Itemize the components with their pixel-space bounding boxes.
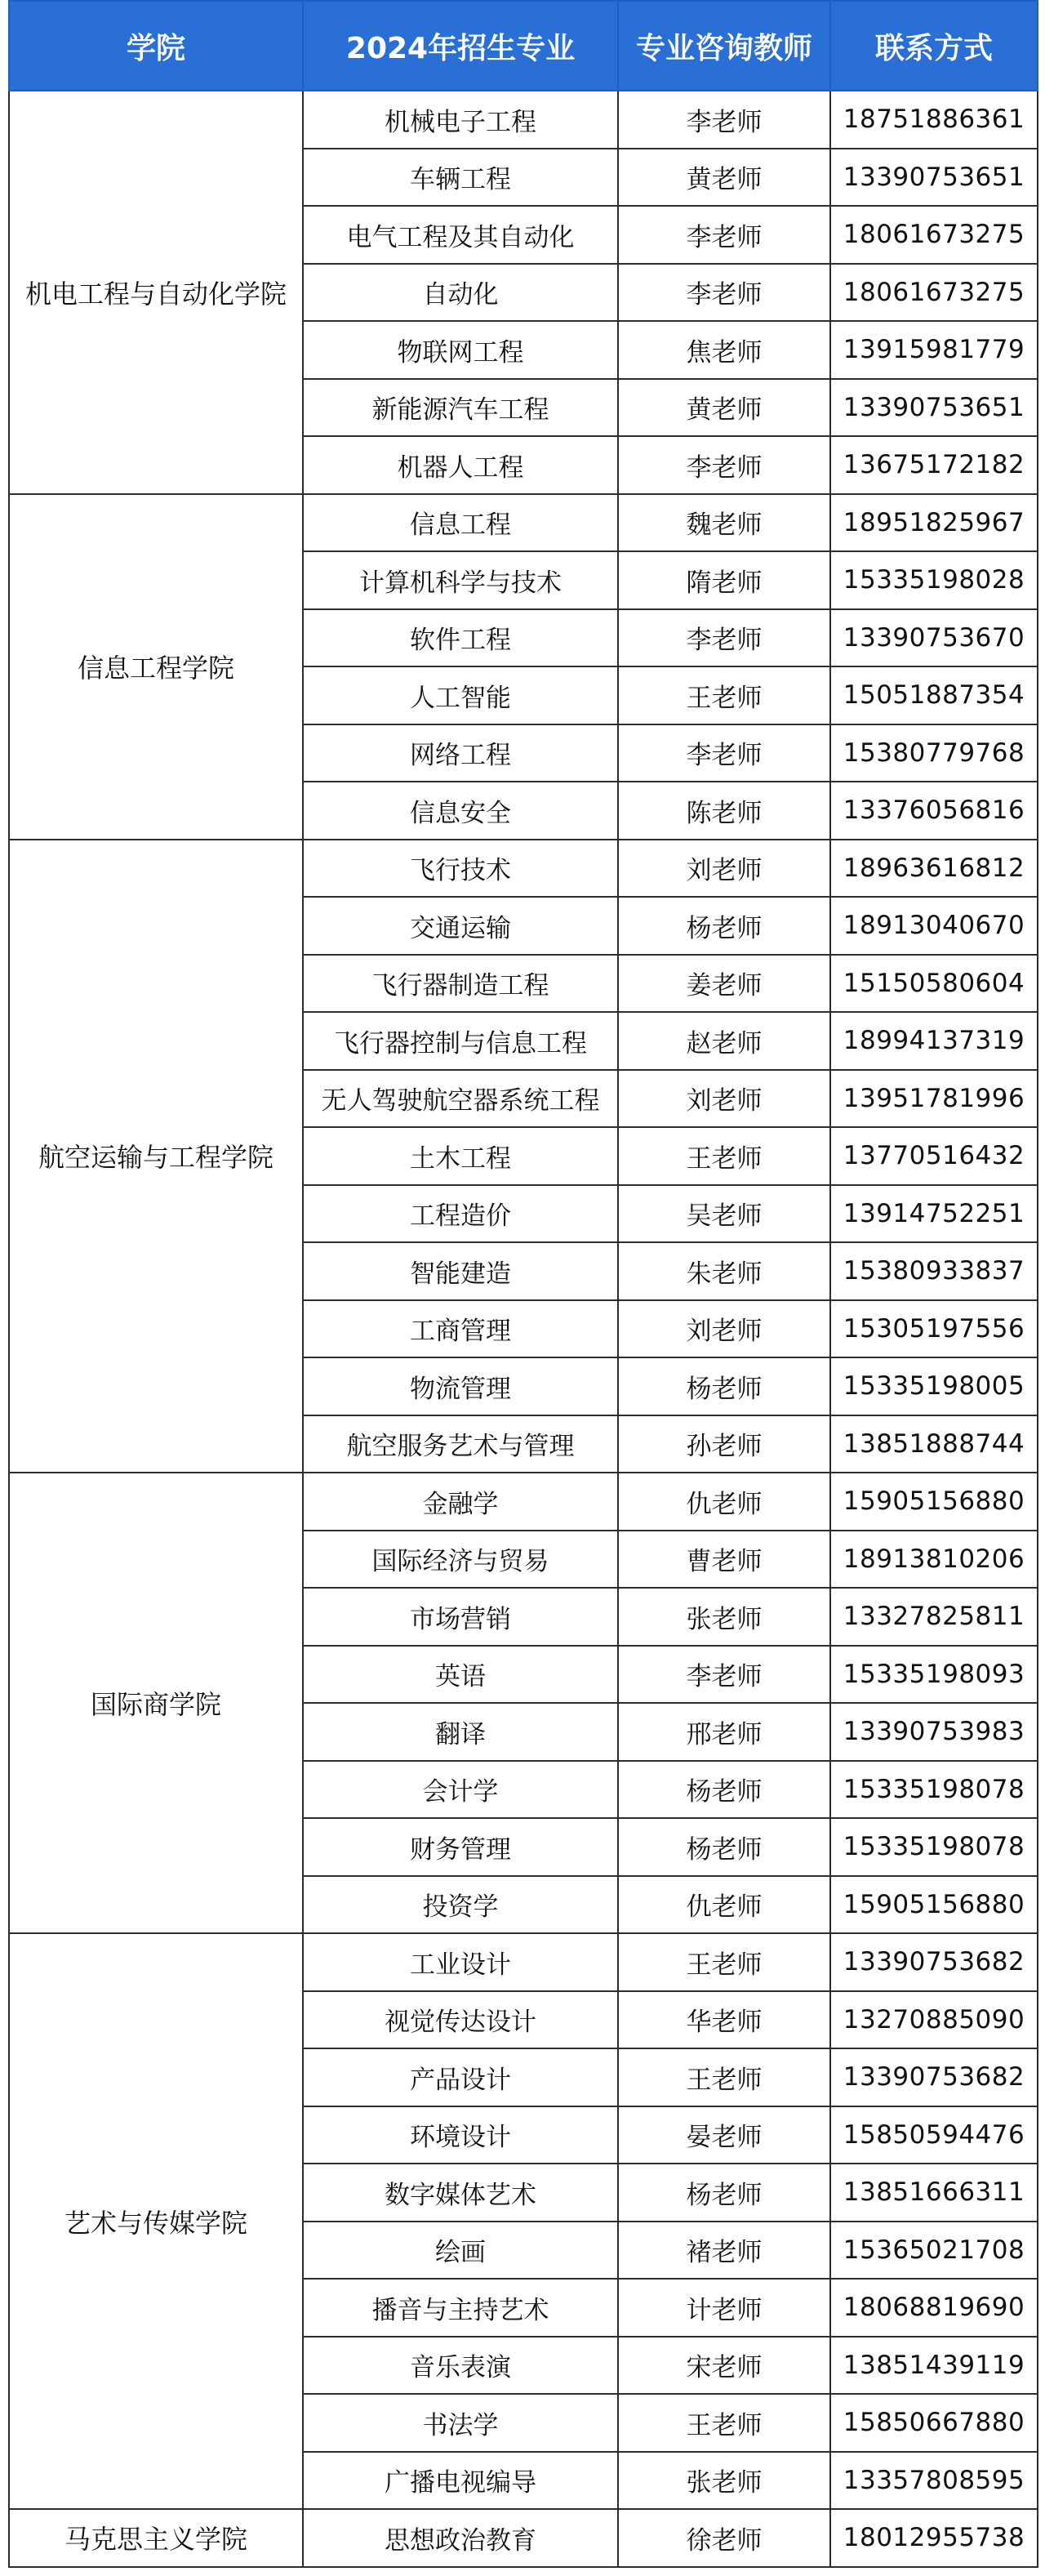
phone-cell: 13390753983 — [830, 1703, 1038, 1761]
teacher-cell: 王老师 — [618, 1933, 830, 1991]
teacher-cell: 计老师 — [618, 2279, 830, 2337]
phone-cell: 15150580604 — [830, 955, 1038, 1013]
teacher-cell: 杨老师 — [618, 1761, 830, 1819]
major-cell: 土木工程 — [303, 1127, 618, 1185]
teacher-cell: 仇老师 — [618, 1876, 830, 1934]
phone-cell: 13270885090 — [830, 1991, 1038, 2049]
teacher-cell: 杨老师 — [618, 1357, 830, 1415]
teacher-cell: 赵老师 — [618, 1012, 830, 1070]
phone-cell: 18951825967 — [830, 494, 1038, 552]
college-name-cell: 艺术与传媒学院 — [9, 1933, 303, 2509]
teacher-cell: 邢老师 — [618, 1703, 830, 1761]
table-row — [9, 1473, 1038, 1531]
table-row — [9, 1933, 1038, 1991]
table-row — [9, 494, 1038, 552]
phone-cell: 13390753651 — [830, 379, 1038, 437]
teacher-cell: 杨老师 — [618, 1818, 830, 1876]
major-cell: 物流管理 — [303, 1357, 618, 1415]
header-contact: 联系方式 — [830, 1, 1038, 91]
phone-cell: 15850594476 — [830, 2106, 1038, 2164]
major-cell: 财务管理 — [303, 1818, 618, 1876]
major-cell: 自动化 — [303, 264, 618, 322]
major-cell: 交通运输 — [303, 897, 618, 955]
college-name-cell: 机电工程与自动化学院 — [9, 91, 303, 494]
teacher-cell: 吴老师 — [618, 1185, 830, 1243]
teacher-cell: 刘老师 — [618, 1300, 830, 1358]
phone-cell: 15365021708 — [830, 2222, 1038, 2280]
phone-cell: 15380779768 — [830, 724, 1038, 782]
phone-cell: 15335198005 — [830, 1357, 1038, 1415]
teacher-cell: 李老师 — [618, 436, 830, 494]
major-cell: 新能源汽车工程 — [303, 379, 618, 437]
teacher-cell: 陈老师 — [618, 782, 830, 840]
major-cell: 翻译 — [303, 1703, 618, 1761]
major-cell: 航空服务艺术与管理 — [303, 1415, 618, 1473]
phone-cell: 13915981779 — [830, 321, 1038, 379]
admissions-contact-table — [8, 0, 1038, 2568]
phone-cell: 13770516432 — [830, 1127, 1038, 1185]
major-cell: 会计学 — [303, 1761, 618, 1819]
major-cell: 工业设计 — [303, 1933, 618, 1991]
phone-cell: 15905156880 — [830, 1473, 1038, 1531]
major-cell: 智能建造 — [303, 1242, 618, 1300]
teacher-cell: 李老师 — [618, 724, 830, 782]
major-cell: 国际经济与贸易 — [303, 1531, 618, 1589]
teacher-cell: 曹老师 — [618, 1531, 830, 1589]
college-name-cell: 马克思主义学院 — [9, 2509, 303, 2567]
teacher-cell: 杨老师 — [618, 897, 830, 955]
major-cell: 绘画 — [303, 2222, 618, 2280]
phone-cell: 15051887354 — [830, 666, 1038, 724]
table-row — [9, 840, 1038, 898]
phone-cell: 15335198028 — [830, 551, 1038, 609]
phone-cell: 18061673275 — [830, 264, 1038, 322]
phone-cell: 13390753682 — [830, 1933, 1038, 1991]
major-cell: 书法学 — [303, 2394, 618, 2452]
major-cell: 思想政治教育 — [303, 2509, 618, 2567]
phone-cell: 18913040670 — [830, 897, 1038, 955]
phone-cell: 13376056816 — [830, 782, 1038, 840]
admissions-contact-table-container — [8, 0, 1037, 2568]
major-cell: 信息工程 — [303, 494, 618, 552]
teacher-cell: 李老师 — [618, 1646, 830, 1704]
phone-cell: 13675172182 — [830, 436, 1038, 494]
header-major: 2024年招生专业 — [303, 1, 618, 91]
teacher-cell: 隋老师 — [618, 551, 830, 609]
major-cell: 软件工程 — [303, 609, 618, 667]
teacher-cell: 王老师 — [618, 2048, 830, 2106]
phone-cell: 13327825811 — [830, 1588, 1038, 1646]
teacher-cell: 仇老师 — [618, 1473, 830, 1531]
teacher-cell: 张老师 — [618, 2452, 830, 2510]
college-name-cell: 国际商学院 — [9, 1473, 303, 1933]
major-cell: 计算机科学与技术 — [303, 551, 618, 609]
phone-cell: 15305197556 — [830, 1300, 1038, 1358]
phone-cell: 13851666311 — [830, 2164, 1038, 2222]
header-teacher: 专业咨询教师 — [618, 1, 830, 91]
teacher-cell: 晏老师 — [618, 2106, 830, 2164]
major-cell: 飞行器控制与信息工程 — [303, 1012, 618, 1070]
major-cell: 无人驾驶航空器系统工程 — [303, 1070, 618, 1128]
phone-cell: 13951781996 — [830, 1070, 1038, 1128]
teacher-cell: 王老师 — [618, 1127, 830, 1185]
phone-cell: 13851439119 — [830, 2337, 1038, 2395]
teacher-cell: 姜老师 — [618, 955, 830, 1013]
teacher-cell: 王老师 — [618, 2394, 830, 2452]
college-name-cell: 航空运输与工程学院 — [9, 840, 303, 1473]
major-cell: 车辆工程 — [303, 149, 618, 207]
major-cell: 物联网工程 — [303, 321, 618, 379]
major-cell: 环境设计 — [303, 2106, 618, 2164]
major-cell: 飞行技术 — [303, 840, 618, 898]
phone-cell: 13390753682 — [830, 2048, 1038, 2106]
teacher-cell: 李老师 — [618, 609, 830, 667]
header-row — [9, 1, 1038, 91]
teacher-cell: 焦老师 — [618, 321, 830, 379]
phone-cell: 13390753670 — [830, 609, 1038, 667]
teacher-cell: 华老师 — [618, 1991, 830, 2049]
major-cell: 金融学 — [303, 1473, 618, 1531]
major-cell: 数字媒体艺术 — [303, 2164, 618, 2222]
table-header — [9, 1, 1038, 91]
teacher-cell: 李老师 — [618, 264, 830, 322]
major-cell: 飞行器制造工程 — [303, 955, 618, 1013]
major-cell: 产品设计 — [303, 2048, 618, 2106]
table-body — [9, 91, 1038, 2567]
major-cell: 机械电子工程 — [303, 91, 618, 149]
major-cell: 音乐表演 — [303, 2337, 618, 2395]
major-cell: 网络工程 — [303, 724, 618, 782]
phone-cell: 18963616812 — [830, 840, 1038, 898]
major-cell: 工商管理 — [303, 1300, 618, 1358]
phone-cell: 13357808595 — [830, 2452, 1038, 2510]
phone-cell: 13851888744 — [830, 1415, 1038, 1473]
major-cell: 电气工程及其自动化 — [303, 206, 618, 264]
phone-cell: 18913810206 — [830, 1531, 1038, 1589]
teacher-cell: 徐老师 — [618, 2509, 830, 2567]
major-cell: 机器人工程 — [303, 436, 618, 494]
teacher-cell: 王老师 — [618, 666, 830, 724]
teacher-cell: 李老师 — [618, 206, 830, 264]
phone-cell: 18994137319 — [830, 1012, 1038, 1070]
teacher-cell: 刘老师 — [618, 840, 830, 898]
table-row — [9, 91, 1038, 149]
major-cell: 广播电视编导 — [303, 2452, 618, 2510]
phone-cell: 15850667880 — [830, 2394, 1038, 2452]
teacher-cell: 朱老师 — [618, 1242, 830, 1300]
major-cell: 英语 — [303, 1646, 618, 1704]
teacher-cell: 李老师 — [618, 91, 830, 149]
header-college: 学院 — [9, 1, 303, 91]
phone-cell: 15335198078 — [830, 1761, 1038, 1819]
teacher-cell: 张老师 — [618, 1588, 830, 1646]
phone-cell: 18012955738 — [830, 2509, 1038, 2567]
teacher-cell: 黄老师 — [618, 149, 830, 207]
phone-cell: 15905156880 — [830, 1876, 1038, 1934]
phone-cell: 13914752251 — [830, 1185, 1038, 1243]
major-cell: 投资学 — [303, 1876, 618, 1934]
teacher-cell: 刘老师 — [618, 1070, 830, 1128]
phone-cell: 15380933837 — [830, 1242, 1038, 1300]
teacher-cell: 杨老师 — [618, 2164, 830, 2222]
phone-cell: 15335198093 — [830, 1646, 1038, 1704]
phone-cell: 18068819690 — [830, 2279, 1038, 2337]
college-name-cell: 信息工程学院 — [9, 494, 303, 840]
phone-cell: 18061673275 — [830, 206, 1038, 264]
major-cell: 信息安全 — [303, 782, 618, 840]
teacher-cell: 宋老师 — [618, 2337, 830, 2395]
major-cell: 播音与主持艺术 — [303, 2279, 618, 2337]
teacher-cell: 孙老师 — [618, 1415, 830, 1473]
teacher-cell: 魏老师 — [618, 494, 830, 552]
teacher-cell: 褚老师 — [618, 2222, 830, 2280]
table-row — [9, 2509, 1038, 2567]
teacher-cell: 黄老师 — [618, 379, 830, 437]
major-cell: 视觉传达设计 — [303, 1991, 618, 2049]
phone-cell: 15335198078 — [830, 1818, 1038, 1876]
major-cell: 工程造价 — [303, 1185, 618, 1243]
phone-cell: 18751886361 — [830, 91, 1038, 149]
phone-cell: 13390753651 — [830, 149, 1038, 207]
major-cell: 市场营销 — [303, 1588, 618, 1646]
major-cell: 人工智能 — [303, 666, 618, 724]
